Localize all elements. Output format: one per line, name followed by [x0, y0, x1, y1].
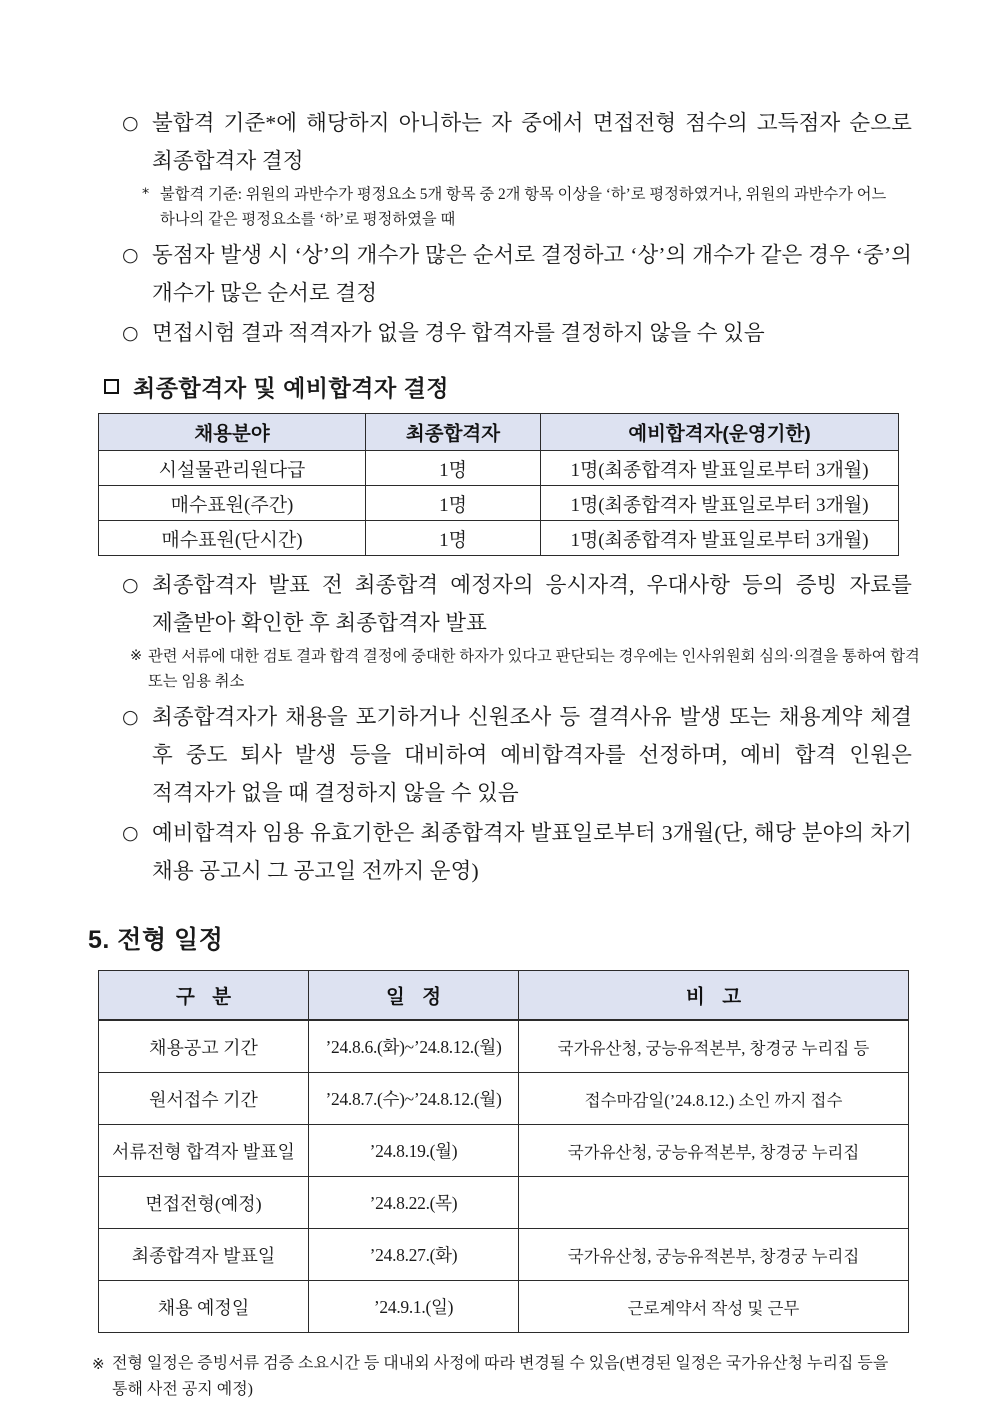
cell-remark: 근로계약서 작성 및 근무	[519, 1281, 909, 1333]
cell-field: 시설물관리원다급	[99, 451, 366, 486]
column-header-category: 구 분	[99, 971, 309, 1021]
cell-category: 서류전형 합격자 발표일	[99, 1125, 309, 1177]
cell-category: 채용 예정일	[99, 1281, 309, 1333]
cell-remark: 국가유산청, 궁능유적본부, 창경궁 누리집	[519, 1229, 909, 1281]
column-header-date: 일 정	[309, 971, 519, 1021]
gap	[0, 556, 992, 566]
cell-reserve-info: 1명(최종합격자 발표일로부터 3개월)	[541, 486, 899, 521]
table-row	[99, 1073, 909, 1125]
table-row	[99, 1125, 909, 1177]
cell-remark: 접수마감일(’24.8.12.) 소인 까지 접수	[519, 1073, 909, 1125]
table-row	[99, 451, 899, 486]
top-margin	[0, 0, 992, 104]
cell-reserve-info: 1명(최종합격자 발표일로부터 3개월)	[541, 521, 899, 556]
footnote-document-review	[0, 644, 992, 694]
list-item	[0, 814, 992, 890]
column-header-field: 채용분야	[99, 414, 366, 451]
list-item-text: 예비합격자 임용 유효기한은 최종합격자 발표일로부터 3개월(단, 해당 분야의 차기 채용 공고시 그 공고일 전까지 운영)	[152, 821, 912, 883]
bullet-marker: ○	[122, 322, 139, 344]
list-item-text: 불합격 기준*에 해당하지 아니하는 자 중에서 면접전형 점수의 고득점자 순으로 최종합격자 결정	[152, 111, 912, 173]
cell-remark: 국가유산청, 궁능유적본부, 창경궁 누리집 등	[519, 1020, 909, 1073]
list-item	[0, 236, 992, 312]
cell-final-count: 1명	[366, 451, 541, 486]
schedule-table-wrap	[0, 970, 992, 1333]
cell-final-count: 1명	[366, 521, 541, 556]
list-item-text: 동점자 발생 시 ‘상’의 개수가 많은 순서로 결정하고 ‘상’의 개수가 같은 경우 ‘중’의 개수가 많은 순서로 결정	[152, 243, 912, 305]
asterisk-marker: *	[142, 186, 150, 202]
cell-date: ’24.8.22.(목)	[309, 1177, 519, 1229]
footnote-text: 관련 서류에 대한 검토 결과 합격 결정에 중대한 하자가 있다고 판단되는 경우에는 인사위원회 심의·의결을 통하여 합격 또는 임용 취소	[148, 648, 920, 690]
cell-date: ’24.8.7.(수)~’24.8.12.(월)	[309, 1073, 519, 1125]
result-table-wrap	[0, 413, 992, 556]
decision-criteria-block	[0, 104, 992, 352]
list-item-text: 최종합격자가 채용을 포기하거나 신원조사 등 결격사유 발생 또는 채용계약 체결 후 중도 퇴사 발생 등을 대비하여 예비합격자를 선정하며, 예비 합격 인원은 적격자가 없을 때 결정하지 않을 수 있음	[152, 705, 912, 805]
table-header-row	[99, 414, 899, 451]
page-subheading-final-pass	[0, 370, 992, 403]
selection-schedule-table	[98, 970, 909, 1333]
reference-mark-icon: ※	[92, 1355, 105, 1373]
bullet-marker: ○	[122, 822, 139, 844]
list-item	[0, 314, 992, 352]
reference-mark-icon: ※	[130, 648, 143, 664]
footnote-schedule-change	[0, 1351, 992, 1403]
final-pass-result-table	[98, 413, 899, 556]
cell-category: 채용공고 기간	[99, 1020, 309, 1073]
cell-field: 매수표원(단시간)	[99, 521, 366, 556]
footnote-text: 불합격 기준: 위원의 과반수가 평정요소 5개 항목 중 2개 항목 이상을 ‘하’로 평정하였거나, 위원의 과반수가 어느 하나의 같은 평정요소를 ‘하’로 평정하였을 때	[160, 186, 887, 228]
bullet-marker: ○	[122, 574, 139, 596]
list-item	[0, 104, 992, 180]
table-row	[99, 486, 899, 521]
cell-date: ’24.9.1.(일)	[309, 1281, 519, 1333]
bullet-marker: ○	[122, 244, 139, 266]
footnote-disqualification	[0, 182, 992, 232]
table-row	[99, 1229, 909, 1281]
column-header-final: 최종합격자	[366, 414, 541, 451]
bullet-marker: ○	[122, 706, 139, 728]
table-row	[99, 521, 899, 556]
cell-field: 매수표원(주간)	[99, 486, 366, 521]
footnote-text: 전형 일정은 증빙서류 검증 소요시간 등 대내외 사정에 따라 변경될 수 있음(변경된 일정은 국가유산청 누리집 등을 통해 사전 공지 예정)	[112, 1355, 889, 1398]
column-header-reserve: 예비합격자(운영기한)	[541, 414, 899, 451]
table-row	[99, 1177, 909, 1229]
square-bullet-icon	[104, 379, 119, 394]
table-header-row	[99, 971, 909, 1021]
section-heading-schedule: 5. 전형 일정	[88, 926, 224, 954]
cell-date: ’24.8.19.(월)	[309, 1125, 519, 1177]
list-item-text: 면접시험 결과 적격자가 없을 경우 합격자를 결정하지 않을 수 있음	[152, 321, 765, 345]
list-item	[0, 566, 992, 642]
cell-category: 최종합격자 발표일	[99, 1229, 309, 1281]
list-item	[0, 698, 992, 812]
cell-reserve-info: 1명(최종합격자 발표일로부터 3개월)	[541, 451, 899, 486]
cell-date: ’24.8.27.(화)	[309, 1229, 519, 1281]
list-item-text: 최종합격자 발표 전 최종합격 예정자의 응시자격, 우대사항 등의 증빙 자료를 제출받아 확인한 후 최종합격자 발표	[152, 573, 912, 635]
cell-final-count: 1명	[366, 486, 541, 521]
cell-category: 원서접수 기간	[99, 1073, 309, 1125]
subheading-text: 최종합격자 및 예비합격자 결정	[133, 375, 450, 401]
cell-category: 면접전형(예정)	[99, 1177, 309, 1229]
bullet-marker: ○	[122, 112, 139, 134]
table-row	[99, 1281, 909, 1333]
cell-remark	[519, 1177, 909, 1229]
column-header-remark: 비 고	[519, 971, 909, 1021]
cell-remark: 국가유산청, 궁능유적본부, 창경궁 누리집	[519, 1125, 909, 1177]
cell-date: ’24.8.6.(화)~’24.8.12.(월)	[309, 1020, 519, 1073]
table-row	[99, 1020, 909, 1073]
